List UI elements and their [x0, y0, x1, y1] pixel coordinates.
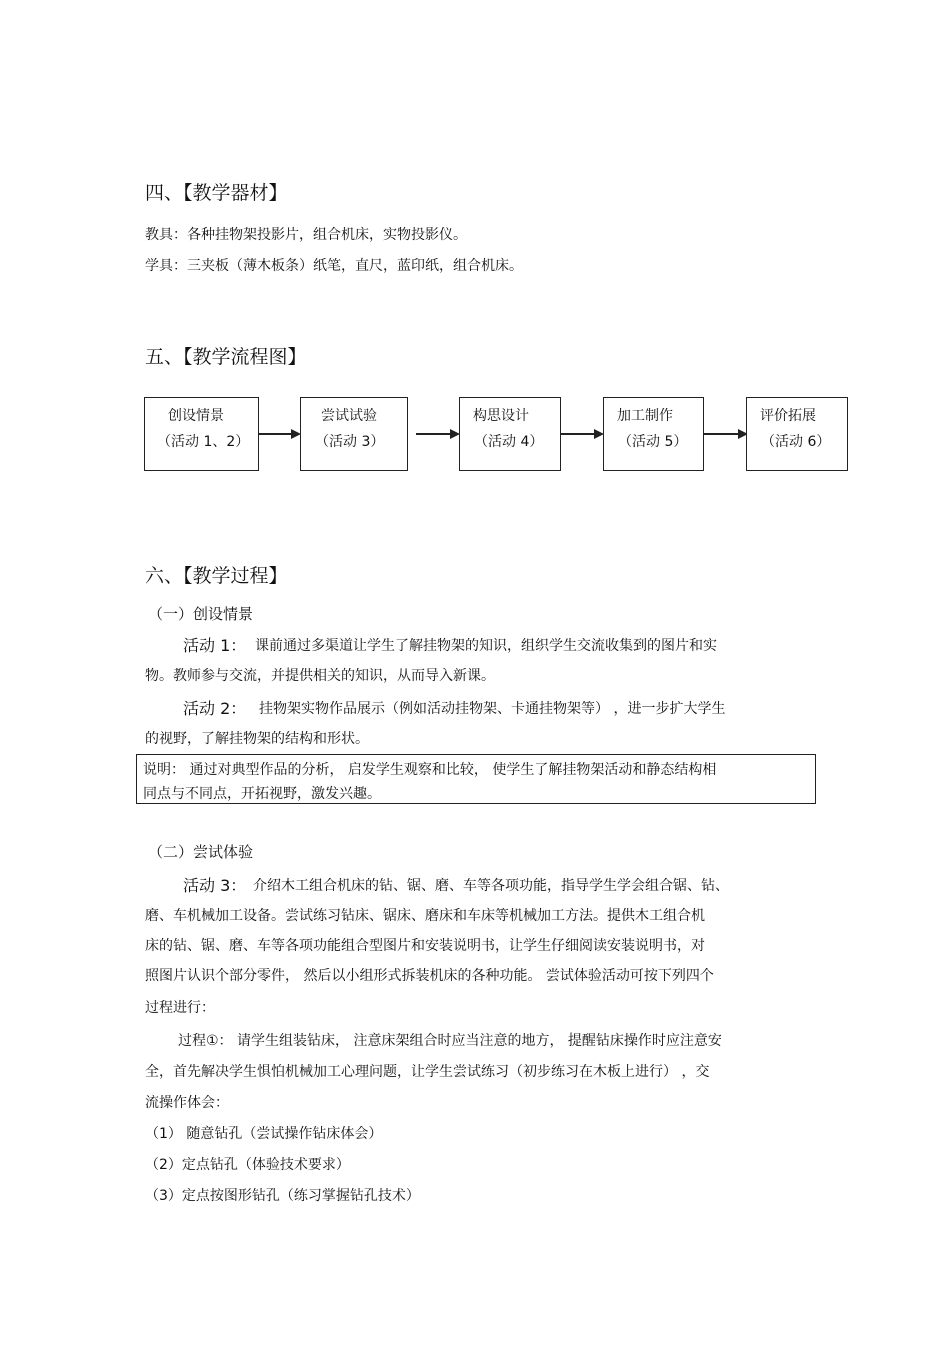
teacher-tools-text: 教具：各种挂物架投影片，组合机床，实物投影仪。 — [145, 227, 467, 243]
flow-step-title: 尝试试验 — [321, 408, 377, 424]
activity3-text-line1: 介绍木工组合机床的钻、锯、磨、车等各项功能，指导学生学会组合锯、钻、 — [253, 878, 729, 894]
list-item: （1） 随意钻孔（尝试操作钻床体会） — [145, 1126, 383, 1142]
flow-arrow-2 — [416, 433, 450, 435]
note-text-line2: 同点与不同点，开拓视野，激发兴趣。 — [143, 786, 381, 802]
flow-arrow-3 — [561, 433, 594, 435]
activity2-text-line2: 的视野，了解挂物架的结构和形状。 — [145, 731, 369, 747]
flow-step-title: 创设情景 — [168, 408, 224, 424]
flow-step-title: 评价拓展 — [760, 408, 816, 424]
activity2-label: 活动 2： — [183, 699, 247, 718]
activity2-text-line1: 挂物架实物作品展示（例如活动挂物架、卡通挂物架等） ，进一步扩大学生 — [259, 701, 726, 717]
section5-heading: 五、【教学流程图】 — [145, 346, 307, 368]
flow-step-sub: （活动 4） — [474, 434, 544, 450]
activity1-text-line2: 物。教师参与交流，并提供相关的知识，从而导入新课。 — [145, 668, 495, 684]
flow-step-3 — [459, 397, 561, 471]
flow-step-title: 构思设计 — [473, 408, 529, 424]
activity1-label: 活动 1： — [183, 636, 247, 655]
process1-text-line3: 流操作体会： — [145, 1095, 229, 1111]
flow-step-2 — [300, 397, 408, 471]
note-box — [136, 754, 816, 804]
flow-step-sub: （活动 1、2） — [157, 434, 250, 450]
part2-heading: （二）尝试体验 — [148, 843, 254, 861]
flow-arrow-1 — [259, 433, 291, 435]
list-item: （3）定点按图形钻孔（练习掌握钻孔技术） — [145, 1188, 420, 1204]
activity3-text-line5: 过程进行： — [145, 1000, 215, 1016]
part1-heading: （一）创设情景 — [148, 605, 254, 623]
activity3-text-line2: 磨、车机械加工设备。尝试练习钻床、锯床、磨床和车床等机械加工方法。提供木工组合机 — [145, 908, 705, 924]
activity1-text-line1: 课前通过多渠道让学生了解挂物架的知识，组织学生交流收集到的图片和实 — [255, 638, 717, 654]
student-tools-text: 学具：三夹板（薄木板条）纸笔，直尺，蓝印纸，组合机床。 — [145, 258, 523, 274]
process1-text-line2: 全，首先解决学生惧怕机械加工心理问题，让学生尝试练习（初步练习在木板上进行） ，交 — [145, 1064, 710, 1080]
flow-step-sub: （活动 3） — [315, 434, 385, 450]
process1-text-line1: 过程①： 请学生组装钻床， 注意床架组合时应当注意的地方， 提醒钻床操作时应注意安 — [178, 1033, 722, 1049]
flow-step-sub: （活动 5） — [618, 434, 688, 450]
flow-step-5 — [746, 397, 848, 471]
activity3-label: 活动 3： — [183, 876, 247, 895]
flow-arrow-4 — [704, 433, 738, 435]
flow-step-sub: （活动 6） — [761, 434, 831, 450]
activity3-text-line3: 床的钻、锯、磨、车等各项功能组合型图片和安装说明书，让学生仔细阅读安装说明书，对 — [145, 938, 705, 954]
section4-heading: 四、【教学器材】 — [145, 182, 288, 204]
section6-heading: 六、【教学过程】 — [145, 565, 288, 587]
activity3-text-line4: 照图片认识个部分零件， 然后以小组形式拆装机床的各种功能。 尝试体验活动可按下列四个 — [145, 968, 714, 984]
flow-step-title: 加工制作 — [617, 408, 673, 424]
flow-step-4 — [603, 397, 704, 471]
flow-step-1 — [144, 397, 259, 471]
note-text-line1: 说明： 通过对典型作品的分析， 启发学生观察和比较， 使学生了解挂物架活动和静态结构相 — [143, 762, 717, 778]
list-item: （2）定点钻孔（体验技术要求） — [145, 1157, 350, 1173]
